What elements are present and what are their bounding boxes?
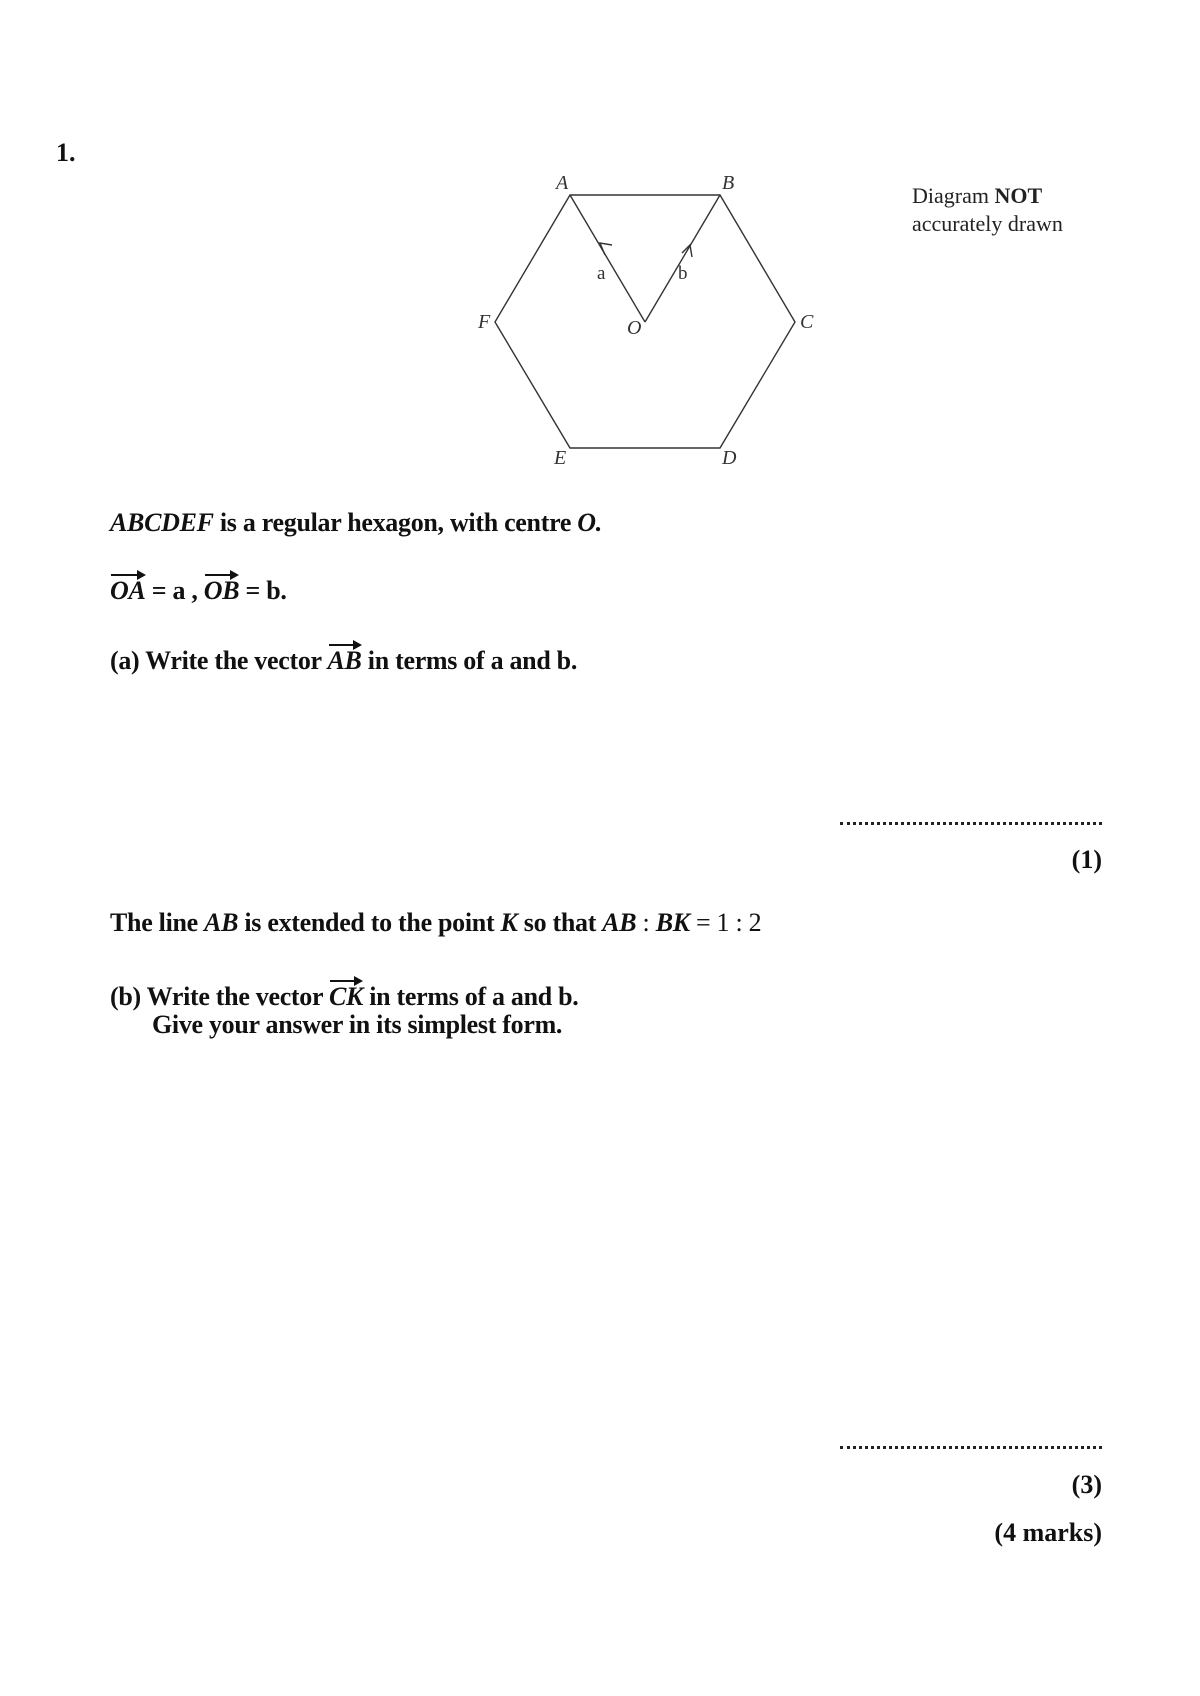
centre-name: O. — [577, 508, 602, 537]
diagram-note-line2: accurately drawn — [912, 211, 1063, 236]
hexagon-name: ABCDEF — [110, 508, 214, 537]
hexagon-statement — [110, 508, 602, 538]
part-b-marks: (3) — [1071, 1470, 1102, 1499]
ext-t4: K — [500, 908, 518, 937]
ext-t8: BK — [655, 908, 690, 937]
ext-t5: so that — [517, 908, 603, 937]
vector-label-b: b — [678, 263, 688, 284]
equals-a: = a , — [145, 576, 204, 605]
vector-ck: CK — [329, 978, 363, 1012]
vector-ab: AB — [328, 642, 362, 676]
vertex-label-c: C — [800, 311, 814, 333]
ext-t2: AB — [204, 908, 239, 937]
hexagon-text: is a regular hexagon, with centre — [213, 508, 578, 537]
vertex-label-d: D — [722, 447, 737, 465]
ext-t6: AB — [602, 908, 637, 937]
total-marks: (4 marks) — [994, 1518, 1102, 1547]
vertex-label-a: A — [556, 172, 569, 194]
part-b-prefix: (b) Write the vector — [110, 982, 329, 1011]
ext-t1: The line — [110, 908, 205, 937]
vector-label-a: a — [597, 263, 606, 284]
question-number: 1. — [56, 138, 76, 167]
part-a-question — [110, 642, 577, 676]
part-a-marks: (1) — [1071, 845, 1102, 874]
answer-line-b[interactable] — [840, 1446, 1102, 1449]
diagram-note — [912, 182, 1063, 238]
extension-statement — [110, 908, 761, 938]
answer-line-a[interactable] — [840, 822, 1102, 825]
vector-definitions — [110, 572, 287, 606]
part-b-instruction: Give your answer in its simplest form. — [152, 1010, 563, 1039]
vertex-label-b: B — [722, 172, 735, 194]
vector-a-arrowhead — [600, 243, 612, 255]
centre-label-o: O — [627, 317, 642, 339]
ext-t9: = 1 : 2 — [689, 908, 762, 937]
diagram-note-prefix: Diagram — [912, 183, 989, 208]
vertex-label-f: F — [478, 311, 491, 333]
vector-b-line — [645, 195, 720, 322]
vector-ob: OB — [204, 572, 240, 606]
part-b-question — [110, 978, 579, 1012]
vertex-label-e: E — [554, 447, 567, 465]
part-b-suffix: in terms of a and b. — [363, 982, 579, 1011]
ext-t7: : — [636, 908, 656, 937]
equals-b: = b. — [239, 576, 287, 605]
vector-oa: OA — [110, 572, 146, 606]
vector-a-line — [570, 195, 645, 322]
part-a-prefix: (a) Write the vector — [110, 646, 328, 675]
part-a-suffix: in terms of a and b. — [361, 646, 578, 675]
ext-t3: is extended to the point — [238, 908, 501, 937]
diagram-note-not: NOT — [994, 183, 1043, 208]
hexagon-diagram — [460, 165, 820, 465]
